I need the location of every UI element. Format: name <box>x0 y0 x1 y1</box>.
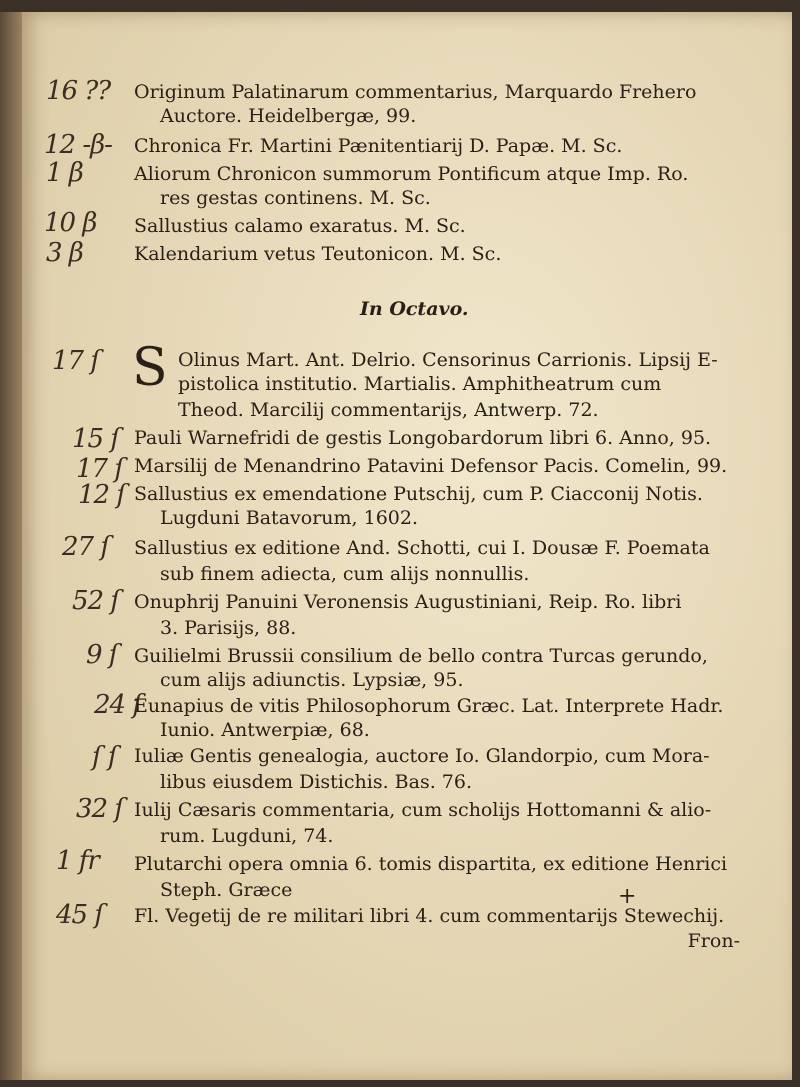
entry-line: Chronica Fr. Martini Pænitentiarij D. Papæ. M. Sc. <box>134 135 623 157</box>
drop-cap: S <box>132 338 168 398</box>
entry-line: Theod. Marcilij commentarijs, Antwerp. 72. <box>178 399 599 421</box>
entry-line: Steph. Græce <box>160 879 293 901</box>
margin-price-mark: 9 ſ <box>86 640 118 670</box>
cross-mark: + <box>618 884 637 909</box>
entry-line: sub finem adiecta, cum alijs nonnullis. <box>160 563 530 585</box>
margin-price-mark: 1 β <box>46 158 83 188</box>
entry-line: Marsilij de Menandrino Patavini Defensor Pacis. Comelin, 99. <box>134 455 728 477</box>
entry-line: Pauli Warnefridi de gestis Longobardorum libri 6. Anno, 95. <box>134 427 712 449</box>
entry-line: Sallustius ex emendatione Putschij, cum P. Ciacconij Notis. <box>134 483 703 505</box>
margin-price-mark: 17 ſ <box>76 454 123 484</box>
entry-line: Olinus Mart. Ant. Delrio. Censorinus Carrionis. Lipsij E- <box>178 349 718 371</box>
margin-price-mark: 24 ſ <box>94 690 141 720</box>
entry-line: 3. Parisijs, 88. <box>160 617 297 639</box>
margin-price-mark: 12 ſ <box>78 480 125 510</box>
margin-price-mark: 3 β <box>46 238 83 268</box>
entry-line: Iulij Cæsaris commentaria, cum scholijs Hottomanni & alio- <box>134 799 712 821</box>
entry-line: pistolica institutio. Martialis. Amphitheatrum cum <box>178 373 662 395</box>
entry-line: res gestas continens. M. Sc. <box>160 187 431 209</box>
entry-line: Guilielmi Brussii consilium de bello contra Turcas gerundo, <box>134 645 708 667</box>
entry-line: Plutarchi opera omnia 6. tomis dispartita, ex editione Henrici <box>134 853 728 875</box>
entry-line: Fl. Vegetij de re militari libri 4. cum commentarijs Stewechij. <box>134 905 725 927</box>
margin-price-mark: 27 ſ <box>62 532 109 562</box>
margin-price-mark: 52 ſ <box>72 586 119 616</box>
entry-line: Sallustius ex editione And. Schotti, cui I. Dousæ F. Poemata <box>134 537 710 559</box>
margin-price-mark: 1 fr <box>56 846 99 876</box>
entry-line: Iunio. Antwerpiæ, 68. <box>160 719 370 741</box>
margin-price-mark: 12 -β- <box>44 130 112 160</box>
entry-line: Originum Palatinarum commentarius, Marquardo Frehero <box>134 81 697 103</box>
margin-price-mark: 17 ſ <box>52 346 99 376</box>
margin-price-mark: 15 ſ <box>72 424 119 454</box>
margin-price-mark: 16 ?? <box>46 76 111 106</box>
entry-line: Aliorum Chronicon summorum Pontificum atque Imp. Ro. <box>134 163 689 185</box>
catchword: Fron- <box>687 930 740 952</box>
entry-line: Auctore. Heidelbergæ, 99. <box>160 105 417 127</box>
margin-price-mark: 10 β <box>44 208 97 238</box>
entry-line: Onuphrij Panuini Veronensis Augustiniani, Reip. Ro. libri <box>134 591 682 613</box>
entry-line: cum alijs adiunctis. Lypsiæ, 95. <box>160 669 464 691</box>
section-heading: In Octavo. <box>360 298 469 320</box>
entry-line: Kalendarium vetus Teutonicon. M. Sc. <box>134 243 502 265</box>
entry-line: Lugduni Batavorum, 1602. <box>160 507 419 529</box>
entry-line: rum. Lugduni, 74. <box>160 825 334 847</box>
margin-price-mark: 32 ſ <box>76 794 123 824</box>
entry-line: Iuliæ Gentis genealogia, auctore Io. Glandorpio, cum Mora- <box>134 745 710 767</box>
entry-line: Sallustius calamo exaratus. M. Sc. <box>134 215 466 237</box>
entry-line: Eunapius de vitis Philosophorum Græc. Lat. Interprete Hadr. <box>134 695 724 717</box>
entry-line: libus eiusdem Distichis. Bas. 76. <box>160 771 473 793</box>
margin-price-mark: ſ ſ <box>92 742 117 772</box>
margin-price-mark: 45 ſ <box>56 900 103 930</box>
